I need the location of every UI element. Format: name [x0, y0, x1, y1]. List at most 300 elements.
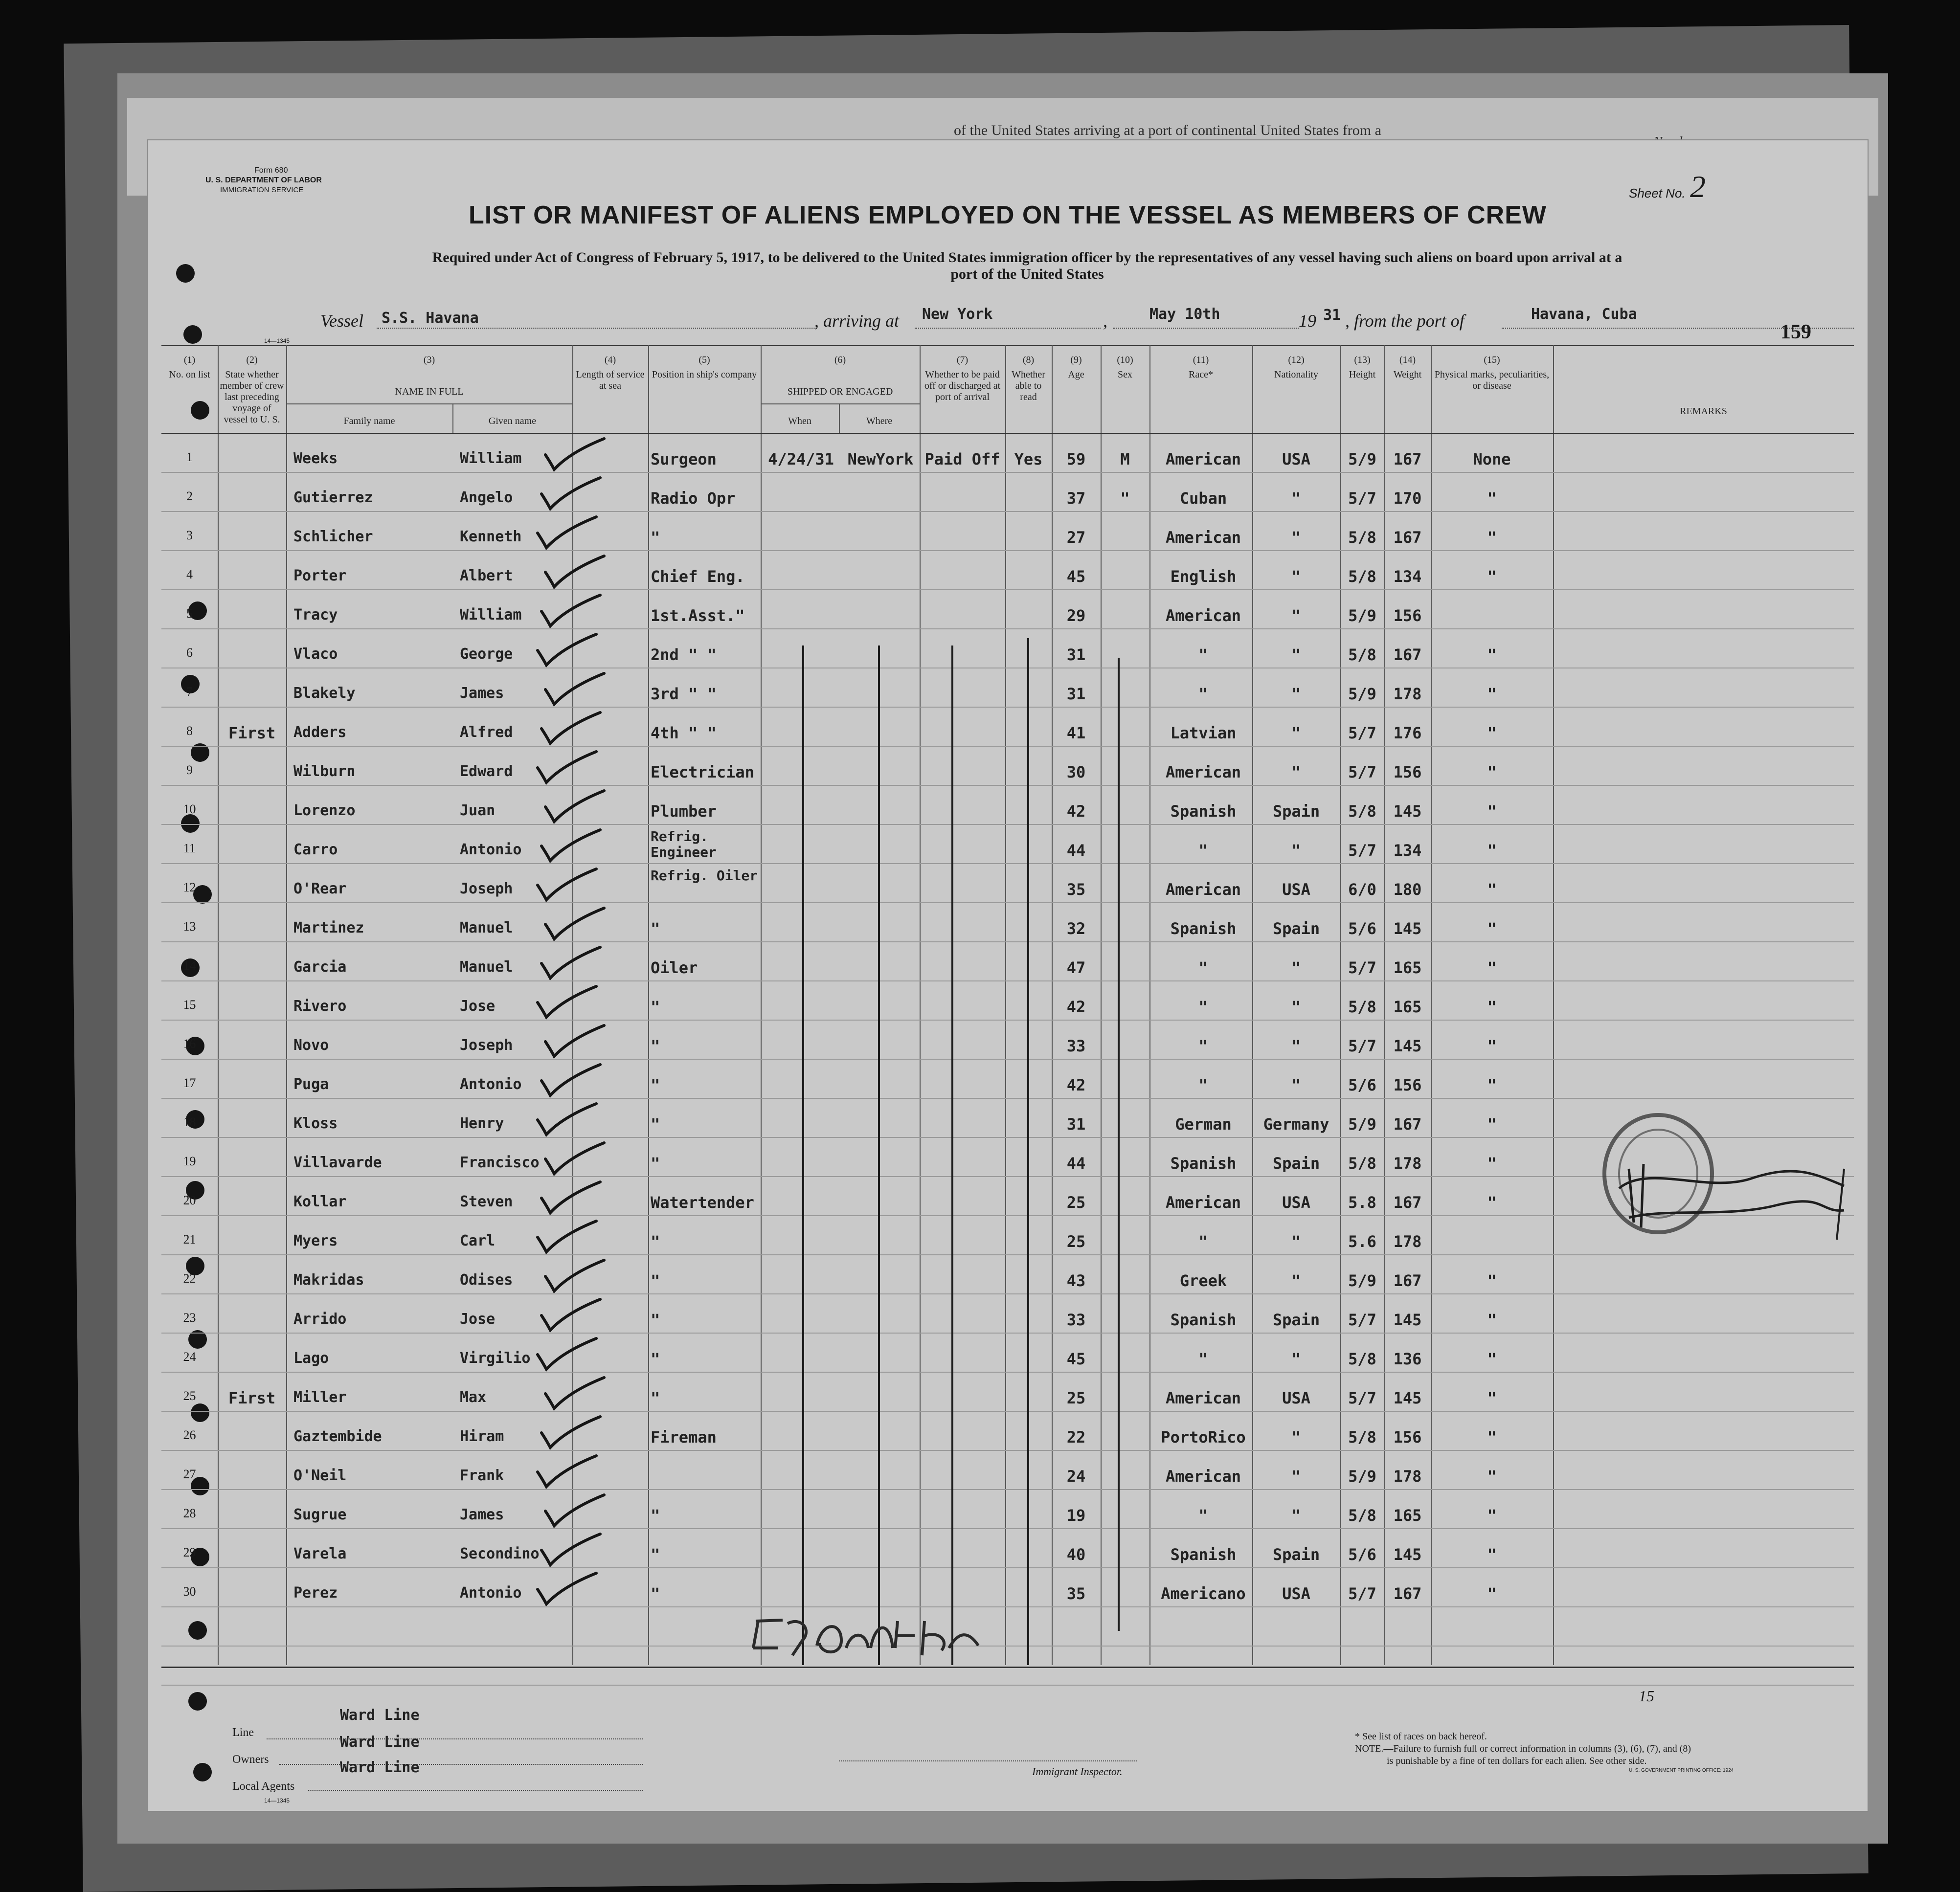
check-mark-icon	[527, 707, 615, 751]
column-header: Whether able to read	[1012, 369, 1045, 402]
cell-age: 43	[1066, 1271, 1086, 1290]
punch-hole	[176, 264, 195, 283]
form-number: Form 680	[254, 166, 288, 175]
cell-marks: "	[1487, 1506, 1497, 1525]
comma: ,	[1103, 311, 1107, 331]
column-rule	[286, 345, 287, 1665]
row-rule	[161, 707, 1854, 708]
cell-no: 15	[183, 998, 196, 1012]
cell-family: Gaztembide	[293, 1428, 382, 1445]
column-number: (3)	[423, 355, 435, 365]
cell-race: PortoRico	[1161, 1428, 1246, 1447]
cell-given: Antonio	[460, 841, 522, 858]
year-suffix: 31	[1323, 307, 1341, 324]
cell-age: 33	[1066, 1311, 1086, 1329]
cell-no: 7	[186, 685, 193, 699]
cell-height: 5/7	[1348, 763, 1376, 781]
cell-race: Spanish	[1170, 1154, 1237, 1173]
cell-marks: "	[1487, 528, 1497, 547]
cell-race: "	[1198, 998, 1208, 1016]
cell-weight: 156	[1393, 1076, 1422, 1094]
cell-weight: 156	[1393, 763, 1422, 781]
cell-given: William	[460, 450, 522, 467]
subtitle-line: Required under Act of Congress of February 5, 1917, to be delivered to the United States immigration officer by the representatives of any vessel having such aliens on board upon arrival at a	[432, 249, 1622, 266]
cell-nationality: USA	[1282, 1584, 1310, 1603]
footnote-races: * See list of races on back hereof.	[1355, 1731, 1487, 1742]
cell-race: "	[1198, 1350, 1208, 1368]
cell-age: 31	[1066, 685, 1086, 703]
column-number: (4)	[604, 355, 616, 365]
cell-position: "	[651, 1232, 660, 1251]
row-rule	[161, 1606, 1854, 1607]
cell-weight: 145	[1393, 1389, 1422, 1407]
check-mark-icon	[527, 1528, 615, 1572]
sheet-number: 2	[1690, 169, 1706, 204]
cell-family: Kollar	[293, 1193, 347, 1210]
column-header: Position in ship's company	[652, 369, 757, 380]
column-rule	[648, 345, 649, 1665]
cell-age: 35	[1066, 1584, 1086, 1603]
row-rule	[161, 589, 1854, 590]
cell-no: 17	[183, 1076, 196, 1090]
cell-race: "	[1198, 685, 1208, 703]
cell-no: 29	[183, 1545, 196, 1559]
cell-height: 5/9	[1348, 1271, 1376, 1290]
cell-race: "	[1198, 1506, 1208, 1525]
column-rule	[1101, 345, 1102, 1665]
cell-weight: 176	[1393, 724, 1422, 742]
cell-nationality: Spain	[1272, 919, 1320, 938]
cell-position: "	[651, 1350, 660, 1368]
inspector-fill	[839, 1760, 1137, 1761]
cell-given: Joseph	[460, 1037, 513, 1054]
owners-label: Owners	[232, 1753, 269, 1766]
cell-race: American	[1165, 606, 1241, 625]
cell-age: 25	[1066, 1232, 1086, 1251]
sheet-label: Sheet No.	[1629, 186, 1686, 200]
stamp-number: 159	[1780, 321, 1811, 343]
cell-given: Max	[460, 1389, 487, 1406]
arrival-date: May 10th	[1149, 306, 1220, 323]
cell-sex: M	[1120, 450, 1130, 468]
cell-given: Antonio	[460, 1076, 522, 1093]
cell-given: Edward	[460, 763, 513, 780]
cell-no: 25	[183, 1389, 196, 1403]
cell-position: Plumber	[651, 802, 717, 821]
cell-no: 13	[183, 919, 196, 934]
cell-race: Americano	[1161, 1584, 1246, 1603]
cell-age: 35	[1066, 880, 1086, 899]
row-rule	[161, 824, 1854, 825]
cell-no: 4	[186, 567, 193, 581]
cell-family: Arrido	[293, 1311, 347, 1328]
cell-marks: "	[1487, 998, 1497, 1016]
cell-height: 5.6	[1348, 1232, 1376, 1251]
cell-height: 5/8	[1348, 646, 1376, 664]
manifest-sheet	[147, 139, 1869, 1812]
cell-race: American	[1165, 880, 1241, 899]
row-rule	[161, 1020, 1854, 1021]
year-prefix: 19	[1299, 311, 1316, 331]
cell-marks: "	[1487, 646, 1497, 664]
row-rule	[161, 863, 1854, 864]
cell-weight: 167	[1393, 1584, 1422, 1603]
cell-age: 42	[1066, 802, 1086, 821]
cell-family: Lago	[293, 1350, 329, 1367]
department: U. S. DEPARTMENT OF LABOR	[205, 176, 322, 184]
cell-position: Oiler	[651, 958, 698, 977]
vessel-fill-line	[377, 328, 817, 329]
cell-marks: "	[1487, 1193, 1497, 1212]
row-rule	[161, 550, 1854, 551]
column-subheader: Given name	[488, 416, 537, 426]
row-rule	[161, 1372, 1854, 1373]
cell-marks: "	[1487, 1350, 1497, 1368]
check-mark-icon	[531, 785, 619, 829]
cell-age: 42	[1066, 1076, 1086, 1094]
check-mark-icon	[523, 1567, 611, 1611]
column-header: Sex	[1118, 369, 1132, 380]
cell-family: Varela	[293, 1545, 347, 1562]
cell-read: Yes	[1014, 450, 1043, 468]
cell-family: Wilburn	[293, 763, 356, 780]
check-mark-icon	[527, 472, 615, 516]
cell-where: NewYork	[847, 450, 914, 468]
cell-race: American	[1165, 763, 1241, 781]
cell-weight: 145	[1393, 1311, 1422, 1329]
cell-marks: "	[1487, 880, 1497, 899]
cell-race: Spanish	[1170, 802, 1237, 821]
cell-marks: "	[1487, 1037, 1497, 1055]
cell-race: German	[1175, 1115, 1232, 1134]
inspector-label: Immigrant Inspector.	[1032, 1765, 1123, 1778]
cell-given: Odises	[460, 1271, 513, 1289]
check-mark-icon	[531, 1137, 619, 1181]
cell-nationality: USA	[1282, 1193, 1310, 1212]
check-mark-icon	[523, 1450, 611, 1494]
row-rule	[161, 746, 1854, 747]
cell-sex: "	[1120, 489, 1130, 508]
row-rule	[161, 511, 1854, 512]
cell-nationality: "	[1291, 724, 1301, 742]
cell-marks: "	[1487, 1584, 1497, 1603]
cell-family: Porter	[293, 567, 347, 584]
cell-position: "	[651, 528, 660, 547]
cell-weight: 165	[1393, 958, 1422, 977]
cell-nationality: "	[1291, 841, 1301, 860]
cell-weight: 170	[1393, 489, 1422, 508]
row-rule	[161, 1333, 1854, 1334]
row-rule	[161, 1685, 1854, 1686]
punch-hole	[188, 1692, 207, 1711]
cell-nationality: Spain	[1272, 802, 1320, 821]
cell-position: 3rd " "	[651, 685, 717, 703]
cell-age: 25	[1066, 1193, 1086, 1212]
cell-age: 47	[1066, 958, 1086, 977]
cell-height: 5/8	[1348, 998, 1376, 1016]
cell-given: Manuel	[460, 919, 513, 936]
row-rule	[161, 902, 1854, 903]
cell-height: 5/7	[1348, 489, 1376, 508]
cell-nationality: "	[1291, 646, 1301, 664]
cell-race: Spanish	[1170, 919, 1237, 938]
from-label: , from the port of	[1345, 311, 1464, 331]
cell-position: 2nd " "	[651, 646, 717, 664]
check-mark-icon	[523, 1098, 611, 1142]
cell-weight: 134	[1393, 567, 1422, 586]
footnote-penalty-cont: is punishable by a fine of ten dollars for each alien. See other side.	[1387, 1756, 1647, 1766]
subtitle	[220, 249, 1834, 283]
cell-marks: "	[1487, 1545, 1497, 1564]
cell-height: 5/7	[1348, 1584, 1376, 1603]
cell-weight: 156	[1393, 606, 1422, 625]
cell-position: 4th " "	[651, 724, 717, 742]
ditto-line	[951, 646, 953, 1665]
column-header: No. on list	[169, 369, 210, 380]
cell-given: Angelo	[460, 489, 513, 506]
official-stamp	[1590, 1100, 1869, 1311]
check-mark-icon	[531, 550, 619, 594]
cell-nationality: USA	[1282, 450, 1310, 468]
cell-marks: None	[1473, 450, 1511, 468]
column-header: Age	[1068, 369, 1084, 380]
column-number: (14)	[1399, 355, 1416, 365]
column-rule	[1553, 345, 1554, 1665]
check-mark-icon	[523, 746, 611, 790]
cell-no: 14	[183, 958, 196, 973]
cell-height: 6/0	[1348, 880, 1376, 899]
cell-age: 44	[1066, 1154, 1086, 1173]
ditto-line	[1027, 638, 1029, 1665]
row-rule	[161, 1567, 1854, 1568]
check-mark-icon	[531, 1489, 619, 1533]
cell-no: 10	[183, 802, 196, 816]
cell-race: American	[1165, 1389, 1241, 1407]
cell-marks: "	[1487, 1271, 1497, 1290]
column-number: (7)	[956, 355, 969, 365]
cell-no: 1	[186, 450, 193, 464]
cell-race: "	[1198, 646, 1208, 664]
cell-height: 5/8	[1348, 528, 1376, 547]
cell-age: 40	[1066, 1545, 1086, 1564]
ditto-line	[1118, 658, 1120, 1631]
underlying-text: of the United States arriving at a port of continental United States from a	[954, 122, 1381, 138]
column-subheader: When	[788, 416, 811, 426]
cell-nationality: "	[1291, 685, 1301, 703]
column-header: REMARKS	[1680, 406, 1727, 417]
column-header: Whether to be paid off or discharged at port of arrival	[924, 369, 1001, 402]
cell-race: "	[1198, 1037, 1208, 1055]
row-rule	[161, 980, 1854, 981]
cell-weight: 167	[1393, 1193, 1422, 1212]
cell-no: 18	[183, 1115, 196, 1129]
cell-age: 42	[1066, 998, 1086, 1016]
cell-height: 5/7	[1348, 1389, 1376, 1407]
cell-position: "	[651, 1311, 660, 1329]
cell-race: Cuban	[1179, 489, 1227, 508]
cell-weight: 167	[1393, 1115, 1422, 1134]
cell-weight: 178	[1393, 1467, 1422, 1486]
cell-family: Miller	[293, 1389, 347, 1406]
column-number: (1)	[183, 355, 196, 365]
check-mark-icon	[531, 433, 619, 477]
check-mark-icon	[523, 1215, 611, 1259]
cell-height: 5.8	[1348, 1193, 1376, 1212]
row-rule	[161, 628, 1854, 629]
cell-nationality: "	[1291, 1506, 1301, 1525]
cell-given: Jose	[460, 998, 496, 1015]
cell-family: O'Rear	[293, 880, 347, 897]
cell-given: Hiram	[460, 1428, 504, 1445]
cell-given: Jose	[460, 1311, 496, 1328]
cell-paid: Paid Off	[924, 450, 1000, 468]
cell-family: Vlaco	[293, 646, 338, 663]
cell-no: 20	[183, 1193, 196, 1207]
cell-age: 25	[1066, 1389, 1086, 1407]
cell-no: 27	[183, 1467, 196, 1481]
column-subheader: Where	[866, 416, 893, 426]
column-header: State whether member of crew last preceding voyage of vessel to U. S.	[220, 369, 284, 425]
cell-family: Myers	[293, 1232, 338, 1249]
agents-fill	[308, 1790, 643, 1791]
cell-age: 30	[1066, 763, 1086, 781]
cell-height: 5/8	[1348, 802, 1376, 821]
cell-family: Villavarde	[293, 1154, 382, 1171]
cell-family: Adders	[293, 724, 347, 741]
cell-race: "	[1198, 1076, 1208, 1094]
check-mark-icon	[531, 902, 619, 946]
cell-marks: "	[1487, 1428, 1497, 1447]
cell-nationality: Spain	[1272, 1154, 1320, 1173]
cell-given: Antonio	[460, 1584, 522, 1602]
cell-position: "	[651, 1545, 660, 1564]
service: IMMIGRATION SERVICE	[220, 186, 304, 194]
cell-height: 5/7	[1348, 1037, 1376, 1055]
cell-when: 4/24/31	[768, 450, 834, 468]
cell-nationality: "	[1291, 1467, 1301, 1486]
cell-weight: 156	[1393, 1428, 1422, 1447]
cell-given: Manuel	[460, 958, 513, 976]
check-mark-icon	[527, 1059, 615, 1103]
cell-no: 28	[183, 1506, 196, 1520]
cell-race: American	[1165, 450, 1241, 468]
column-rule	[1005, 345, 1006, 1665]
cell-position: Radio Opr	[651, 489, 736, 508]
cell-age: 59	[1066, 450, 1086, 468]
cell-position: "	[651, 919, 660, 938]
cell-height: 5/9	[1348, 1115, 1376, 1134]
owners-fill	[279, 1764, 643, 1765]
cell-height: 5/9	[1348, 606, 1376, 625]
cell-marks: "	[1487, 1389, 1497, 1407]
cell-nationality: USA	[1282, 880, 1310, 899]
cell-nationality: "	[1291, 1076, 1301, 1094]
cell-nationality: Germany	[1263, 1115, 1329, 1134]
cell-race: "	[1198, 1232, 1208, 1251]
cell-marks: "	[1487, 763, 1497, 781]
cell-position: "	[651, 1584, 660, 1603]
cell-state: First	[228, 1389, 276, 1407]
cell-weight: 145	[1393, 1545, 1422, 1564]
cell-race: English	[1170, 567, 1237, 586]
page-title: LIST OR MANIFEST OF ALIENS EMPLOYED ON THE VESSEL AS MEMBERS OF CREW	[469, 201, 1547, 229]
cell-family: Weeks	[293, 450, 338, 467]
cell-weight: 167	[1393, 646, 1422, 664]
cell-weight: 165	[1393, 998, 1422, 1016]
check-mark-icon	[527, 824, 615, 868]
cell-position: "	[651, 1037, 660, 1055]
cell-age: 24	[1066, 1467, 1086, 1486]
cell-race: "	[1198, 958, 1208, 977]
cell-marks: "	[1487, 958, 1497, 977]
agents-value: Ward Line	[340, 1759, 420, 1776]
cell-height: 5/8	[1348, 1506, 1376, 1525]
column-header: Physical marks, peculiarities, or disease	[1434, 369, 1550, 391]
cell-nationality: "	[1291, 606, 1301, 625]
cell-race: Spanish	[1170, 1311, 1237, 1329]
line-fill	[267, 1738, 643, 1739]
column-header: Length of service at sea	[576, 369, 645, 391]
cell-height: 5/8	[1348, 1350, 1376, 1368]
cell-height: 5/9	[1348, 685, 1376, 703]
cell-no: 21	[183, 1232, 196, 1246]
row-rule	[161, 785, 1854, 786]
cell-race: Greek	[1179, 1271, 1227, 1290]
column-number: (10)	[1117, 355, 1133, 365]
cell-no: 8	[186, 724, 193, 738]
cell-given: George	[460, 646, 513, 663]
column-number: (12)	[1288, 355, 1305, 365]
cell-nationality: "	[1291, 1271, 1301, 1290]
column-header: SHIPPED OR ENGAGED	[787, 386, 893, 397]
cell-height: 5/8	[1348, 1428, 1376, 1447]
cell-age: 22	[1066, 1428, 1086, 1447]
check-mark-icon	[523, 628, 611, 672]
cell-age: 37	[1066, 489, 1086, 508]
column-rule	[1431, 345, 1432, 1665]
column-number: (9)	[1070, 355, 1082, 365]
cell-no: 3	[186, 528, 193, 542]
column-number: (6)	[834, 355, 846, 365]
check-mark-icon	[527, 1176, 615, 1220]
check-mark-icon	[523, 1333, 611, 1377]
cell-family: Blakely	[293, 685, 356, 702]
cell-given: William	[460, 606, 522, 623]
cell-age: 27	[1066, 528, 1086, 547]
check-mark-icon	[531, 668, 619, 712]
ditto-line	[878, 646, 880, 1665]
cell-family: Kloss	[293, 1115, 338, 1132]
subheader-rule	[761, 403, 920, 404]
cell-family: O'Neil	[293, 1467, 347, 1484]
check-mark-icon	[527, 1293, 615, 1337]
cell-no: 26	[183, 1428, 196, 1442]
cell-position: "	[651, 998, 660, 1016]
cell-position: "	[651, 1506, 660, 1525]
cell-age: 31	[1066, 1115, 1086, 1134]
cell-weight: 145	[1393, 919, 1422, 938]
cell-nationality: "	[1291, 1350, 1301, 1368]
arriving-label: , arriving at	[814, 311, 900, 331]
cell-family: Sugrue	[293, 1506, 347, 1523]
cell-height: 5/7	[1348, 724, 1376, 742]
check-mark-icon	[531, 1372, 619, 1416]
cell-height: 5/8	[1348, 567, 1376, 586]
cell-age: 41	[1066, 724, 1086, 742]
cell-nationality: "	[1291, 489, 1301, 508]
cell-marks: "	[1487, 1154, 1497, 1173]
cell-height: 5/7	[1348, 841, 1376, 860]
